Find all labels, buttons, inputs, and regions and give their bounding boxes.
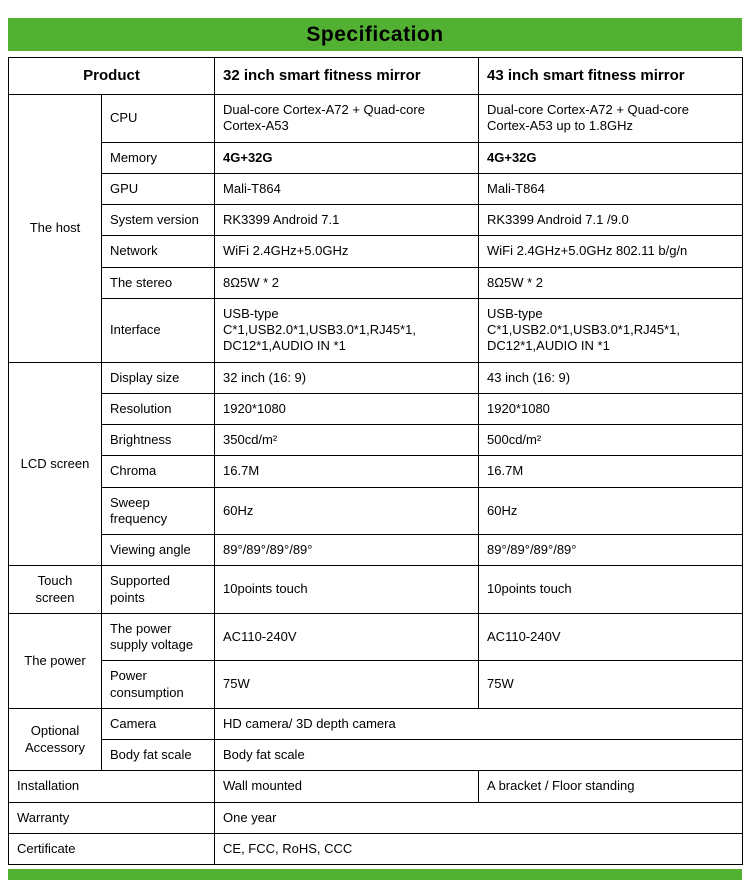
value-cell: 1920*1080: [479, 393, 743, 424]
value-cell: Dual-core Cortex-A72 + Quad-core Cortex-A53: [215, 95, 479, 143]
value-cell: 60Hz: [479, 487, 743, 535]
group-cell: LCD screen: [9, 362, 102, 566]
value-cell: 89°/89°/89°/89°: [479, 535, 743, 566]
table-row: [9, 142, 743, 173]
group-cell: The host: [9, 95, 102, 363]
column-header-43inch: 43 inch smart fitness mirror: [479, 58, 743, 95]
footer-bar: [8, 869, 742, 880]
row-label-cell: Brightness: [102, 425, 215, 456]
table-row: [9, 267, 743, 298]
table-row: [9, 535, 743, 566]
value-cell: Mali-T864: [215, 173, 479, 204]
value-cell: 89°/89°/89°/89°: [215, 535, 479, 566]
group-cell: Touch screen: [9, 566, 102, 614]
value-cell: 75W: [215, 661, 479, 709]
row-label-cell: The power supply voltage: [102, 613, 215, 661]
value-cell: 75W: [479, 661, 743, 709]
group-cell: Optional Accessory: [9, 708, 102, 771]
title-bar: [8, 18, 742, 51]
table-row: [9, 802, 743, 833]
value-cell: 8Ω5W * 2: [479, 267, 743, 298]
row-label-cell: Network: [102, 236, 215, 267]
row-label-cell: CPU: [102, 95, 215, 143]
value-cell: Dual-core Cortex-A72 + Quad-core Cortex-A53 up to 1.8GHz: [479, 95, 743, 143]
row-label-cell: Sweep frequency: [102, 487, 215, 535]
value-cell: WiFi 2.4GHz+5.0GHz 802.11 b/g/n: [479, 236, 743, 267]
table-row: [9, 708, 743, 739]
value-cell: USB-type C*1,USB2.0*1,USB3.0*1,RJ45*1, DC12*1,AUDIO IN *1: [215, 298, 479, 362]
row-label-cell: Camera: [102, 708, 215, 739]
product-header-cell: Product: [9, 58, 215, 95]
table-row: [9, 393, 743, 424]
table-row: [9, 833, 743, 864]
table-row: [9, 613, 743, 661]
value-cell: 32 inch (16: 9): [215, 362, 479, 393]
row-label-cell: Resolution: [102, 393, 215, 424]
value-cell: Wall mounted: [215, 771, 479, 802]
table-row: [9, 566, 743, 614]
row-label-cell: GPU: [102, 173, 215, 204]
table-row: [9, 740, 743, 771]
value-cell: WiFi 2.4GHz+5.0GHz: [215, 236, 479, 267]
row-label-cell: Certificate: [9, 833, 215, 864]
value-cell: AC110-240V: [479, 613, 743, 661]
table-row: [9, 236, 743, 267]
value-cell: 4G+32G: [479, 142, 743, 173]
row-label-cell: System version: [102, 205, 215, 236]
value-cell: One year: [215, 802, 743, 833]
value-cell: RK3399 Android 7.1 /9.0: [479, 205, 743, 236]
row-label-cell: Memory: [102, 142, 215, 173]
column-header-32inch: 32 inch smart fitness mirror: [215, 58, 479, 95]
row-label-cell: Interface: [102, 298, 215, 362]
spec-table-body: [9, 58, 743, 865]
row-label-cell: Power consumption: [102, 661, 215, 709]
row-label-cell: Chroma: [102, 456, 215, 487]
value-cell: A bracket / Floor standing: [479, 771, 743, 802]
value-cell: Body fat scale: [215, 740, 743, 771]
value-cell: HD camera/ 3D depth camera: [215, 708, 743, 739]
value-cell: 10points touch: [215, 566, 479, 614]
table-row: [9, 487, 743, 535]
value-cell: RK3399 Android 7.1: [215, 205, 479, 236]
value-cell: CE, FCC, RoHS, CCC: [215, 833, 743, 864]
row-label-cell: Warranty: [9, 802, 215, 833]
value-cell: 8Ω5W * 2: [215, 267, 479, 298]
value-cell: 500cd/m²: [479, 425, 743, 456]
table-row: [9, 173, 743, 204]
value-cell: 16.7M: [479, 456, 743, 487]
row-label-cell: Supported points: [102, 566, 215, 614]
table-row: [9, 362, 743, 393]
group-cell: The power: [9, 613, 102, 708]
value-cell: 16.7M: [215, 456, 479, 487]
table-row: [9, 95, 743, 143]
value-cell: AC110-240V: [215, 613, 479, 661]
value-cell: 4G+32G: [215, 142, 479, 173]
row-label-cell: The stereo: [102, 267, 215, 298]
value-cell: 10points touch: [479, 566, 743, 614]
row-label-cell: Viewing angle: [102, 535, 215, 566]
table-row: [9, 298, 743, 362]
value-cell: 60Hz: [215, 487, 479, 535]
table-row: [9, 771, 743, 802]
table-row: [9, 205, 743, 236]
spec-table: [8, 57, 743, 865]
value-cell: 1920*1080: [215, 393, 479, 424]
table-row: [9, 425, 743, 456]
row-label-cell: Body fat scale: [102, 740, 215, 771]
row-label-cell: Installation: [9, 771, 215, 802]
table-row: [9, 661, 743, 709]
value-cell: USB-type C*1,USB2.0*1,USB3.0*1,RJ45*1, DC12*1,AUDIO IN *1: [479, 298, 743, 362]
table-row: [9, 456, 743, 487]
value-cell: 43 inch (16: 9): [479, 362, 743, 393]
row-label-cell: Display size: [102, 362, 215, 393]
value-cell: Mali-T864: [479, 173, 743, 204]
page-title: Specification: [306, 22, 444, 46]
value-cell: 350cd/m²: [215, 425, 479, 456]
table-header-row: [9, 58, 743, 95]
